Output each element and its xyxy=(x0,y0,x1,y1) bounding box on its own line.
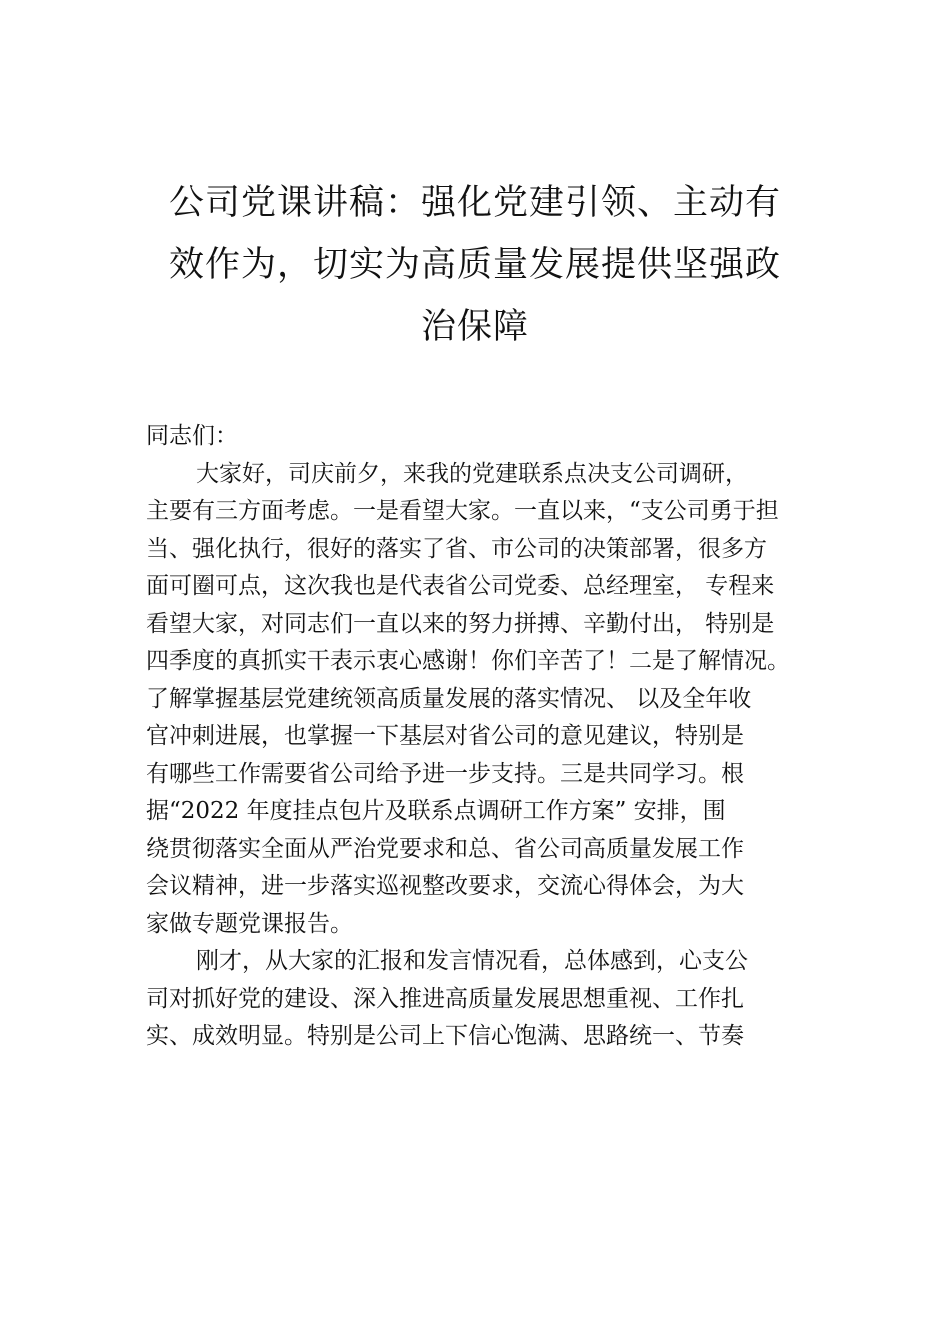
salutation: 同志们： xyxy=(146,423,238,449)
paragraph-line: 有哪些工作需要省公司给予进一步支持。三是共同学习。根 xyxy=(146,760,744,787)
document-body xyxy=(146,418,846,1056)
paragraph-1 xyxy=(146,456,846,944)
paragraph-line: 大家好，司庆前夕，来我的党建联系点决支公司调研， xyxy=(196,460,748,487)
paragraph-line: 四季度的真抓实干表示衷心感谢！你们辛苦了！二是了解情况。 xyxy=(146,648,790,674)
paragraph-line: 实、成效明显。特别是公司上下信心饱满、思路统一、节奏 xyxy=(146,1023,744,1049)
paragraph-line: 看望大家，对同志们一直以来的努力拼搏、辛勤付出， 特别是 xyxy=(146,610,775,637)
paragraph-line: 会议精神，进一步落实巡视整改要求，交流心得体会，为大 xyxy=(146,873,744,899)
paragraph-line: 据“2022 年度挂点包片及联系点调研工作方案” 安排，围 xyxy=(146,798,726,824)
title-line-2: 效作为，切实为高质量发展提供坚强政 xyxy=(168,245,781,285)
title-line-3: 治保障 xyxy=(420,307,529,347)
document-title xyxy=(140,172,810,358)
paragraph-line: 刚才，从大家的汇报和发言情况看，总体感到，心支公 xyxy=(196,948,748,974)
paragraph-line: 家做专题党课报告。 xyxy=(146,910,353,937)
paragraph-line: 面可圈可点，这次我也是代表省公司党委、总经理室， 专程来 xyxy=(146,573,775,599)
paragraph-line: 官冲刺进展，也掌握一下基层对省公司的意见建议，特别是 xyxy=(146,723,744,749)
paragraph-2 xyxy=(146,943,846,1056)
paragraph-line: 当、强化执行，很好的落实了省、市公司的决策部署，很多方 xyxy=(146,535,767,562)
title-line-1: 公司党课讲稿：强化党建引领、主动有 xyxy=(168,183,781,223)
paragraph-line: 主要有三方面考虑。一是看望大家。一直以来，“支公司勇于担 xyxy=(146,498,779,524)
paragraph-line: 司对抓好党的建设、深入推进高质量发展思想重视、工作扎 xyxy=(146,985,744,1012)
paragraph-line: 了解掌握基层党建统领高质量发展的落实情况、 以及全年收 xyxy=(146,685,752,712)
paragraph-line: 绕贯彻落实全面从严治党要求和总、省公司高质量发展工作 xyxy=(146,835,744,862)
